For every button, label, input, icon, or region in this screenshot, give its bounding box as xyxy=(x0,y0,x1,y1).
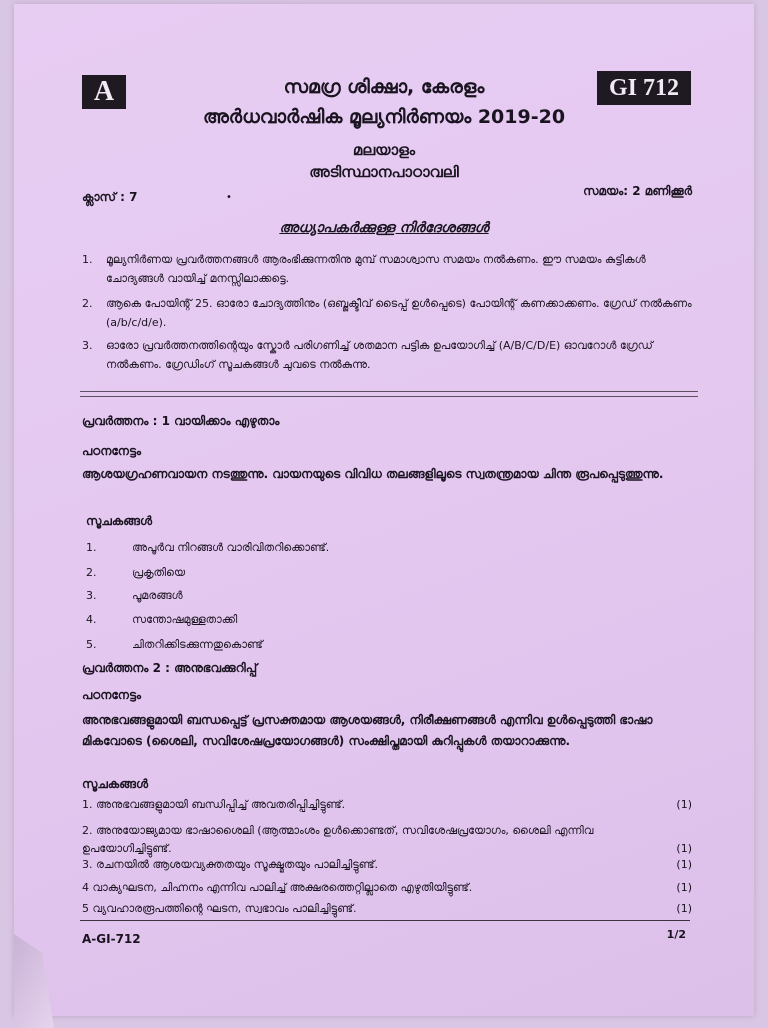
criterion-text: 4 വാക്യഘടന, ചിഹ്നനം എന്നിവ പാലിച്ച് അക്ഷരത്തെറ്റില്ലാതെ എഴുതിയിട്ടുണ്ട്. xyxy=(82,881,473,894)
section-title: അടിസ്ഥാനപാഠാവലി xyxy=(309,163,459,181)
list-item xyxy=(86,638,263,652)
activity-1-outcome: ആശയഗ്രഹണവായന നടത്തുന്നു. വായനയുടെ വിവിധ തലങ്ങളിലൂടെ സ്വതന്ത്രമായ ചിന്ത രൂപപ്പെടുത്തുന്നു. xyxy=(82,467,664,481)
list-number: 3. xyxy=(86,589,97,602)
activity-2-outcome: അനുഭവങ്ങളുമായി ബന്ധപ്പെട്ട് പ്രസക്തമായ ആശയങ്ങൾ, നിരീക്ഷണങ്ങൾ എന്നിവ ഉൾപ്പെടുത്തി ഭാഷാ മികവോടെ (ശൈലി, സവിശേഷപ്രയോഗങ്ങൾ) സംക്ഷിപ്തമായി കുറിപ്പുകൾ തയാറാക്കുന്നു. xyxy=(82,713,653,748)
criterion-mark: (1) xyxy=(676,858,692,871)
list-item xyxy=(86,613,237,627)
organization-title: സമഗ്ര ശിക്ഷാ, കേരളം xyxy=(283,76,485,98)
criterion-item xyxy=(82,822,692,858)
instruction-number: 2. xyxy=(82,297,93,310)
criterion-text: 2. അനുയോജ്യമായ ഭാഷാശൈലി (ആത്മാംശം ഉൾക്കൊണ്ടത്, സവിശേഷപ്രയോഗം, ശൈലി എന്നിവ ഉപയോഗിച്ചിട്ടുണ്ട്. xyxy=(82,824,594,855)
criterion-text: 5 വ്യവഹാരരൂപത്തിന്റെ ഘടന, സ്വഭാവം പാലിച്ചിട്ടുണ്ട്. xyxy=(82,902,357,915)
criterion-item xyxy=(82,879,692,897)
criterion-item xyxy=(82,900,692,918)
activity-2-title: പ്രവർത്തനം 2 : അനുഭവക്കുറിപ്പ് xyxy=(82,661,258,675)
criterion-item xyxy=(82,796,692,814)
activity-2-outcome-heading: പഠനനേട്ടം xyxy=(82,688,142,702)
footer-code: A-GI-712 xyxy=(82,932,141,946)
instruction-item xyxy=(82,336,702,374)
criterion-mark: (1) xyxy=(676,798,692,811)
list-text: അപൂർവ നിറങ്ങൾ വാരിവിതറിക്കൊണ്ട്. xyxy=(132,541,330,554)
stray-dot: • xyxy=(226,192,232,203)
paper-code-badge: GI 712 xyxy=(597,71,691,105)
subject-title: മലയാളം xyxy=(352,141,416,159)
criterion-item xyxy=(82,856,692,874)
page-number: 1/2 xyxy=(666,928,686,941)
criterion-text: 1. അനുഭവങ്ങളുമായി ബന്ധിപ്പിച്ച് അവതരിപ്പിച്ചിട്ടുണ്ട്. xyxy=(82,798,346,811)
instruction-text: മൂല്യനിർണയ പ്രവർത്തനങ്ങൾ ആരംഭിക്കുന്നതിനു മുമ്പ് സമാശ്വാസ സമയം നൽകണം. ഈ സമയം കുട്ടികൾ ചോദ്യങ്ങൾ വായിച്ച് മനസ്സിലാക്കട്ടെ. xyxy=(106,253,646,285)
list-number: 1. xyxy=(86,541,97,554)
list-item xyxy=(86,566,185,580)
time-label: സമയം: 2 മണിക്കൂർ xyxy=(583,184,692,198)
criterion-mark: (1) xyxy=(676,842,692,855)
list-item xyxy=(86,541,329,555)
criterion-text: 3. രചനയിൽ ആശയവ്യക്തതയും സൂക്ഷ്മതയും പാലിച്ചിട്ടുണ്ട്. xyxy=(82,858,379,871)
class-label: ക്ലാസ് : 7 xyxy=(82,190,138,204)
instruction-text: ഓരോ പ്രവർത്തനത്തിന്റെയും സ്കോർ പരിഗണിച്ച് ശതമാന പട്ടിക ഉപയോഗിച്ച് (A/B/C/D/E) ഓവറോൾ ഗ്രേഡ് നൽകണം. ഗ്രേഡിംഗ് സൂചകങ്ങൾ ചുവടെ നൽകുന്നു. xyxy=(106,339,653,371)
set-letter-badge: A xyxy=(82,75,126,109)
instruction-number: 1. xyxy=(82,253,93,266)
divider xyxy=(80,396,698,397)
instruction-number: 3. xyxy=(82,339,93,352)
instruction-text: ആകെ പോയിന്റ് 25. ഓരോ ചോദ്യത്തിനും (ഒബ്ജക്ടീവ് ടൈപ്പ് ഉൾപ്പെടെ) പോയിന്റ് കണക്കാക്കണം. ഗ്രേഡ് നൽകണം (a/b/c/d/e). xyxy=(106,297,692,329)
list-text: പൂമരങ്ങൾ xyxy=(132,589,183,602)
activity-1-outcome-heading: പഠനനേട്ടം xyxy=(82,444,142,458)
criterion-mark: (1) xyxy=(676,902,692,915)
list-number: 4. xyxy=(86,613,97,626)
exam-title: അർധവാർഷിക മൂല്യനിർണയം 2019-20 xyxy=(202,106,566,128)
activity-1-indicators-heading: സൂചകങ്ങൾ xyxy=(86,514,153,528)
list-text: ചിതറിക്കിടക്കുന്നതുകൊണ്ട് xyxy=(132,638,263,651)
list-number: 5. xyxy=(86,638,97,651)
footer-divider xyxy=(80,920,690,921)
activity-1-title: പ്രവർത്തനം : 1 വായിക്കാം എഴുതാം xyxy=(82,414,280,428)
list-number: 2. xyxy=(86,566,97,579)
list-item xyxy=(86,589,183,603)
instruction-item xyxy=(82,294,702,332)
list-text: സന്തോഷമുള്ളതാക്കി xyxy=(132,613,238,626)
torn-corner xyxy=(14,934,54,1028)
criterion-mark: (1) xyxy=(676,881,692,894)
activity-2-indicators-heading: സൂചകങ്ങൾ xyxy=(82,777,149,791)
instruction-item xyxy=(82,250,702,288)
list-text: പ്രകൃതിയെ xyxy=(132,566,186,579)
divider xyxy=(80,391,698,392)
instructions-title: അധ്യാപകർക്കുള്ള നിർദേശങ്ങൾ xyxy=(279,220,489,236)
